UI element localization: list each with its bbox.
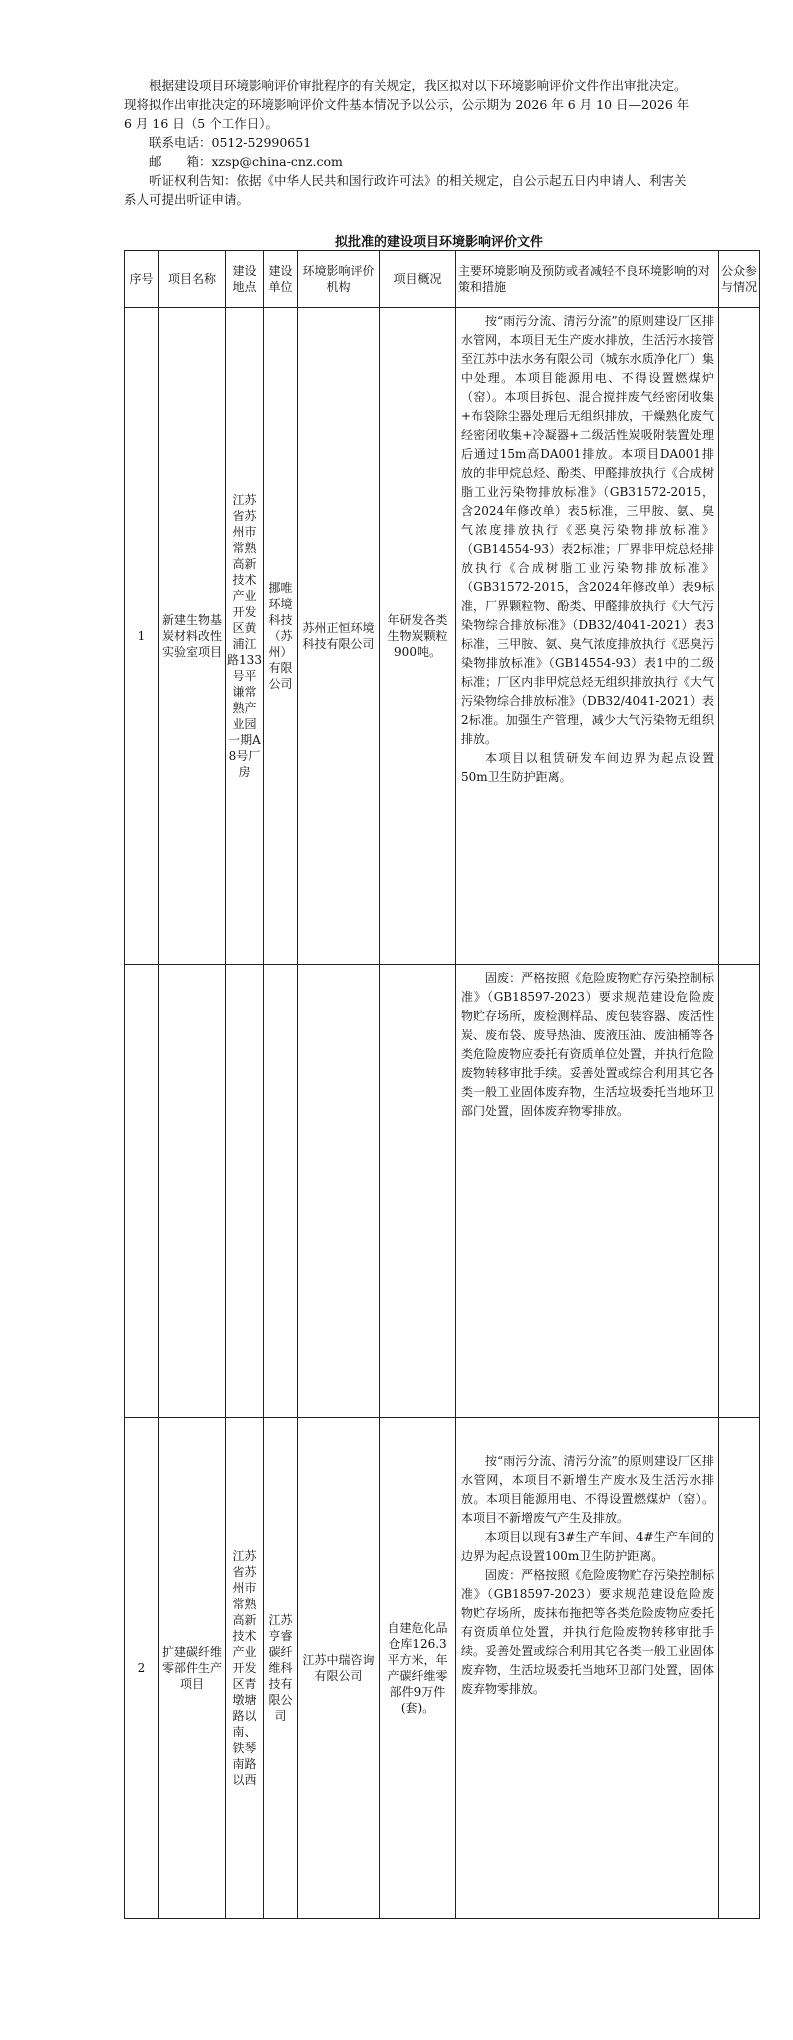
measures-paragraph: 本项目以现有3#生产车间、4#生产车间的边界为起点设置100m卫生防护距离。 [461, 1530, 714, 1563]
intro-section [124, 76, 694, 209]
header-unit: 建设单位 [264, 251, 298, 308]
header-location: 建设地点 [226, 251, 264, 308]
row-unit-cont [264, 965, 298, 1418]
row-measures-cont [456, 965, 719, 1418]
table-header-row [125, 251, 760, 308]
measures-paragraph: 按“雨污分流、清污分流”的原则建设厂区排水管网，本项目不新增生产废水及生活污水排放。本项目能源用电、不得设置燃煤炉（窑）。本项目不新增废气产生及排放。 [461, 1454, 714, 1525]
table-row [125, 1418, 760, 1919]
contact-phone: 联系电话：0512-52990651 [149, 135, 312, 150]
measures-paragraph: 固废：严格按照《危险废物贮存污染控制标准》（GB18597-2023）要求规范建设危险废物贮存场所，废检测样品、废包装容器、废活性炭、废布袋、废导热油、废液压油、废油桶等各类危险废物应委托有资质单位处置，并执行危险废物转移审批手续。妥善处置或综合利用其它各类一般工业固体废弃物，生活垃圾委托当地环卫部门处置，固体废弃物零排放。 [461, 971, 714, 1118]
header-agency: 环境影响评价机构 [298, 251, 380, 308]
row-location-cont [226, 965, 264, 1418]
row-agency-cont [298, 965, 380, 1418]
measures-paragraph: 固废：严格按照《危险废物贮存污染控制标准》（GB18597-2023）要求规范建设危险废物贮存场所，废抹布拖把等各类危险废物应委托有资质单位处置，并执行危险废物转移审批手续。妥善处置或综合利用其它各类一般工业固体废弃物，生活垃圾委托当地环卫部门处置，固体废弃物零排放。 [461, 1568, 714, 1696]
row-no-cont [125, 965, 159, 1418]
row-measures [456, 1418, 719, 1919]
row-measures [456, 308, 719, 965]
row-no: 1 [125, 308, 159, 965]
row-overview: 自建危化品仓库126.3平方米，年产碳纤维零部件9万件(套)。 [380, 1418, 456, 1919]
measures-paragraph: 本项目以租赁研发车间边界为起点设置50m卫生防护距离。 [461, 751, 714, 784]
row-name: 扩建碳纤维零部件生产项目 [159, 1418, 226, 1919]
header-participation: 公众参与情况 [719, 251, 760, 308]
header-measures: 主要环境影响及预防或者减轻不良环境影响的对策和措施 [456, 251, 719, 308]
intro-paragraph: 根据建设项目环境影响评价审批程序的有关规定，我区拟对以下环境影响评价文件作出审批决定。现将拟作出审批决定的环境影响评价文件基本情况予以公示，公示期为 2026 年 6 月 10 日—2026 年 6 月 16 日（5 个工作日）。 [124, 78, 690, 131]
table-title: 拟批准的建设项目环境影响评价文件 [334, 235, 543, 250]
table-row [125, 308, 760, 965]
header-overview: 项目概况 [380, 251, 456, 308]
row-agency: 苏州正恒环境科技有限公司 [298, 308, 380, 965]
eia-table [124, 250, 760, 1919]
row-location: 江苏省苏州市常熟高新技术产业开发区黄浦江路133号平谦常熟产业园一期A8号厂房 [226, 308, 264, 965]
header-name: 项目名称 [159, 251, 226, 308]
row-participation [719, 308, 760, 965]
row-participation [719, 1418, 760, 1919]
row-overview: 年研发各类生物炭颗粒900吨。 [380, 308, 456, 965]
row-unit: 挪唯环境科技（苏州）有限公司 [264, 308, 298, 965]
row-unit: 江苏亨睿碳纤维科技有限公司 [264, 1418, 298, 1919]
row-name-cont [159, 965, 226, 1418]
row-participation-cont [719, 965, 760, 1418]
contact-email: 邮 箱：xzsp@china-cnz.com [149, 154, 343, 169]
measures-paragraph: 按“雨污分流、清污分流”的原则建设厂区排水管网，本项目无生产废水排放，生活污水接管至江苏中法水务有限公司（城东水质净化厂）集中处理。本项目能源用电、不得设置燃煤炉（窑）。本项目拆包、混合搅拌废气经密闭收集+布袋除尘器处理后无组织排放，干燥熟化废气经密闭收集+冷凝器+二级活性炭吸附装置处理后通过15m高DA001排放。本项目DA001排放的非甲烷总烃、酚类、甲醛排放执行《合成树脂工业污染物排放标准》（GB31572-2015，含2024年修改单）表5标准，三甲胺、氨、臭气浓度排放执行《恶臭污染物排放标准》（GB14554-93）表2标准；厂界非甲烷总烃排放执行《合成树脂工业污染物排放标准》（GB31572-2015，含2024年修改单）表9标准，厂界颗粒物、酚类、甲醛排放执行《大气污染物综合排放标准》（DB32/4041-2021）表3标准，三甲胺、氨、臭气浓度排放执行《恶臭污染物排放标准》（GB14554-93）表1中的二级标准；厂区内非甲烷总烃无组织排放执行《大气污染物综合排放标准》（DB32/4041-2021）表2标准。加强生产管理，减少大气污染物无组织排放。 [461, 314, 714, 746]
row-location: 江苏省苏州市常熟高新技术产业开发区青墩塘路以南、铁琴南路以西 [226, 1418, 264, 1919]
table-row [125, 965, 760, 1418]
hearing-notice: 听证权利告知：依据《中华人民共和国行政许可法》的相关规定，自公示起五日内申请人、利害关系人可提出听证申请。 [124, 173, 687, 207]
row-no: 2 [125, 1418, 159, 1919]
header-no: 序号 [125, 251, 159, 308]
row-overview-cont [380, 965, 456, 1418]
row-name: 新建生物基炭材料改性实验室项目 [159, 308, 226, 965]
row-agency: 江苏中瑞咨询有限公司 [298, 1418, 380, 1919]
